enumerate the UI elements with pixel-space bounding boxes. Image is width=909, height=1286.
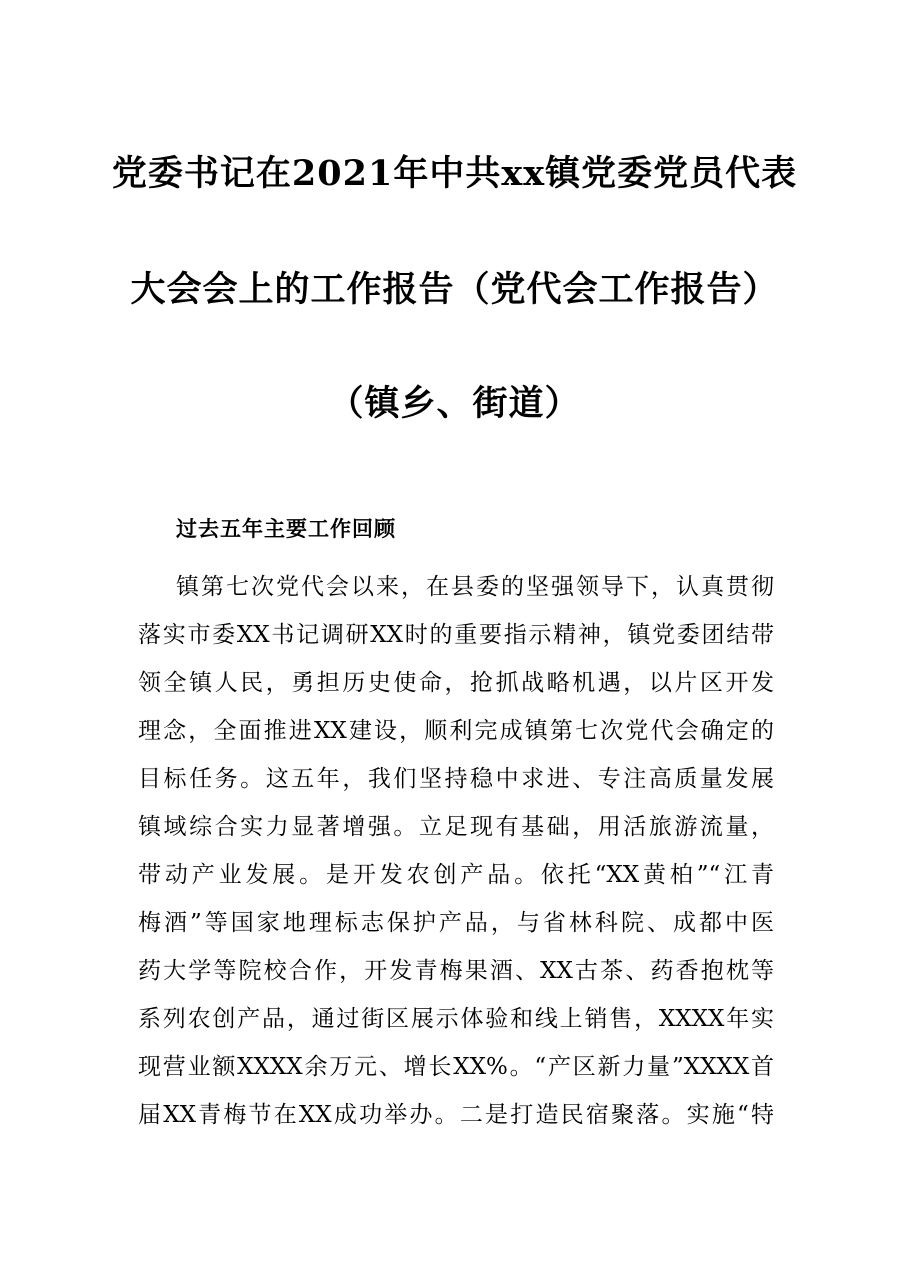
paragraph-line: 镇第七次党代会以来，在县委的坚强领导下，认真贯彻 <box>176 574 774 600</box>
paragraph-line: 药大学等院校合作，开发青梅果酒、XX古茶、药香抱枕等 <box>138 958 774 984</box>
paragraph-line: 梅酒”等国家地理标志保护产品，与省林科院、成都中医 <box>138 910 774 936</box>
paragraph-line: 领全镇人民，勇担历史使命，抢抓战略机遇，以片区开发 <box>138 670 774 696</box>
paragraph-line: 目标任务。这五年，我们坚持稳中求进、专注高质量发展 <box>138 766 774 792</box>
paragraph-line: 系列农创产品，通过街区展示体验和线上销售，XXXX年实 <box>138 1006 774 1032</box>
document-title-line-3: （镇乡、街道） <box>328 383 581 424</box>
paragraph-line: 落实市委XX书记调研XX时的重要指示精神，镇党委团结带 <box>138 622 774 648</box>
paragraph-line: 带动产业发展。是开发农创产品。依托“XX黄柏”“江青 <box>138 862 774 888</box>
document-title-line-1: 党委书记在2021年中共xx镇党委党员代表 <box>111 153 798 194</box>
paragraph-line: 现营业额XXXX余万元、增长XX%。“产区新力量”XXXX首 <box>138 1054 774 1080</box>
paragraph-line: 理念，全面推进XX建设，顺利完成镇第七次党代会确定的 <box>138 718 774 744</box>
section-heading: 过去五年主要工作回顾 <box>176 517 396 541</box>
document-title-line-2: 大会会上的工作报告（党代会工作报告） <box>130 269 779 310</box>
paragraph-line: 镇域综合实力显著增强。立足现有基础，用活旅游流量， <box>138 814 774 840</box>
paragraph-line: 届XX青梅节在XX成功举办。二是打造民宿聚落。实施“特 <box>138 1102 774 1128</box>
